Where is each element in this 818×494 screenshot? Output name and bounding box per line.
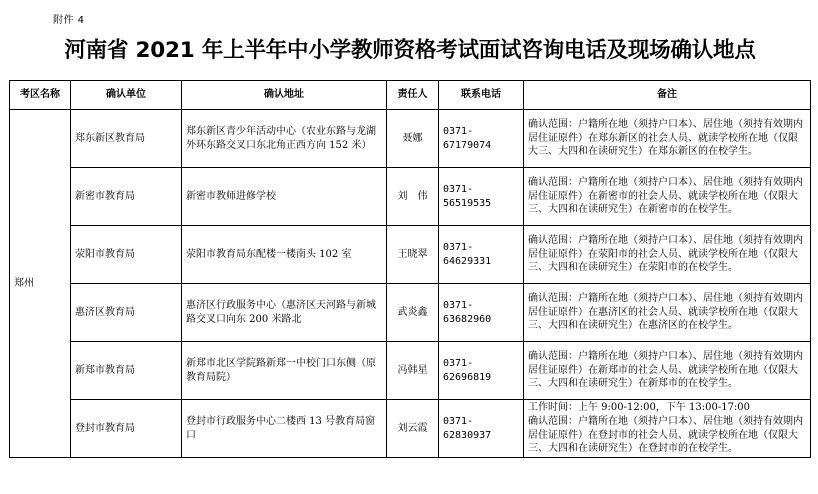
- table-row: [10, 168, 811, 226]
- phone-cell: 0371-64629331: [439, 226, 524, 284]
- person-cell: 聂娜: [387, 110, 439, 168]
- address-cell: 登封市行政服务中心二楼西 13 号教育局窗口: [182, 400, 387, 458]
- person-cell: 武炎鑫: [387, 284, 439, 342]
- table-header-row: [10, 81, 811, 110]
- address-cell: 新密市教师进修学校: [182, 168, 387, 226]
- person-cell: 刘云霞: [387, 400, 439, 458]
- phone-cell: 0371-56519535: [439, 168, 524, 226]
- page-title: 河南省 2021 年上半年中小学教师资格考试面试咨询电话及现场确认地点: [64, 38, 756, 63]
- table-row: [10, 110, 811, 168]
- col-header-region: 考区名称: [10, 81, 71, 110]
- note-cell: 确认范围：户籍所在地（须持户口本）、居住地（须持有效期内居住证原件）在惠济区的社会人员、就读学校所在地（仅限大三、大四和在读研究生）在惠济区的在校学生。: [524, 284, 811, 342]
- address-cell: 郑东新区青少年活动中心（农业东路与龙湖外环东路交叉口东北角正西方向 152 米）: [182, 110, 387, 168]
- unit-cell: 登封市教育局: [71, 400, 182, 458]
- unit-cell: 郑东新区教育局: [71, 110, 182, 168]
- table-row: [10, 342, 811, 400]
- col-header-person: 责任人: [387, 81, 439, 110]
- col-header-phone: 联系电话: [439, 81, 524, 110]
- address-cell: 惠济区行政服务中心（惠济区天河路与新城路交叉口向东 200 米路北: [182, 284, 387, 342]
- note-cell: [524, 400, 811, 458]
- table-row: [10, 226, 811, 284]
- col-header-unit: 确认单位: [71, 81, 182, 110]
- unit-cell: 荥阳市教育局: [71, 226, 182, 284]
- unit-cell: 新密市教育局: [71, 168, 182, 226]
- person-cell: 王晓翠: [387, 226, 439, 284]
- person-cell: 冯韩星: [387, 342, 439, 400]
- note-cell: 确认范围：户籍所在地（须持户口本）、居住地（须持有效期内居住证原件）在新郑市的社会人员、就读学校所在地（仅限大三、大四和在读研究生）在新郑市的在校学生。: [524, 342, 811, 400]
- col-header-note: 备注: [524, 81, 811, 110]
- address-cell: 荥阳市教育局东配楼一楼南头 102 室: [182, 226, 387, 284]
- phone-cell: 0371-67179074: [439, 110, 524, 168]
- table-row: [10, 284, 811, 342]
- unit-cell: 惠济区教育局: [71, 284, 182, 342]
- phone-cell: 0371-62830937: [439, 400, 524, 458]
- table-row: [10, 400, 811, 458]
- col-header-address: 确认地址: [182, 81, 387, 110]
- note-cell: 确认范围：户籍所在地（须持户口本）、居住地（须持有效期内居住证原件）在新密市的社会人员、就读学校所在地（仅限大三、大四和在读研究生）在新密市的在校学生。: [524, 168, 811, 226]
- note-cell: 确认范围：户籍所在地（须持户口本）、居住地（须持有效期内居住证原件）在郑东新区的社会人员、就读学校所在地（仅限大三、大四和在读研究生）在郑东新区的在校学生。: [524, 110, 811, 168]
- region-cell: 郑州: [10, 110, 71, 458]
- confirmation-scope-text: 确认范围：户籍所在地（须持户口本）、居住地（须持有效期内居住证原件）在登封市的社会人员、就读学校所在地（仅限大三、大四和在读研究生）在登封市的在校学生。: [528, 415, 803, 455]
- phone-cell: 0371-62696819: [439, 342, 524, 400]
- note-cell: 确认范围：户籍所在地（须持户口本）、居住地（须持有效期内居住证原件）在荥阳市的社会人员、就读学校所在地（仅限大三、大四和在读研究生）在荥阳市的在校学生。: [524, 226, 811, 284]
- confirmation-sites-table: [9, 80, 811, 458]
- phone-cell: 0371-63682960: [439, 284, 524, 342]
- attachment-label: 附件 4: [53, 15, 85, 26]
- unit-cell: 新郑市教育局: [71, 342, 182, 400]
- person-cell: 刘 伟: [387, 168, 439, 226]
- address-cell: 新郑市北区学院路新郑一中校门口东侧（原教育局院）: [182, 342, 387, 400]
- work-hours-text: 工作时间：上午 9:00-12:00，下午 13:00-17:00: [528, 402, 751, 414]
